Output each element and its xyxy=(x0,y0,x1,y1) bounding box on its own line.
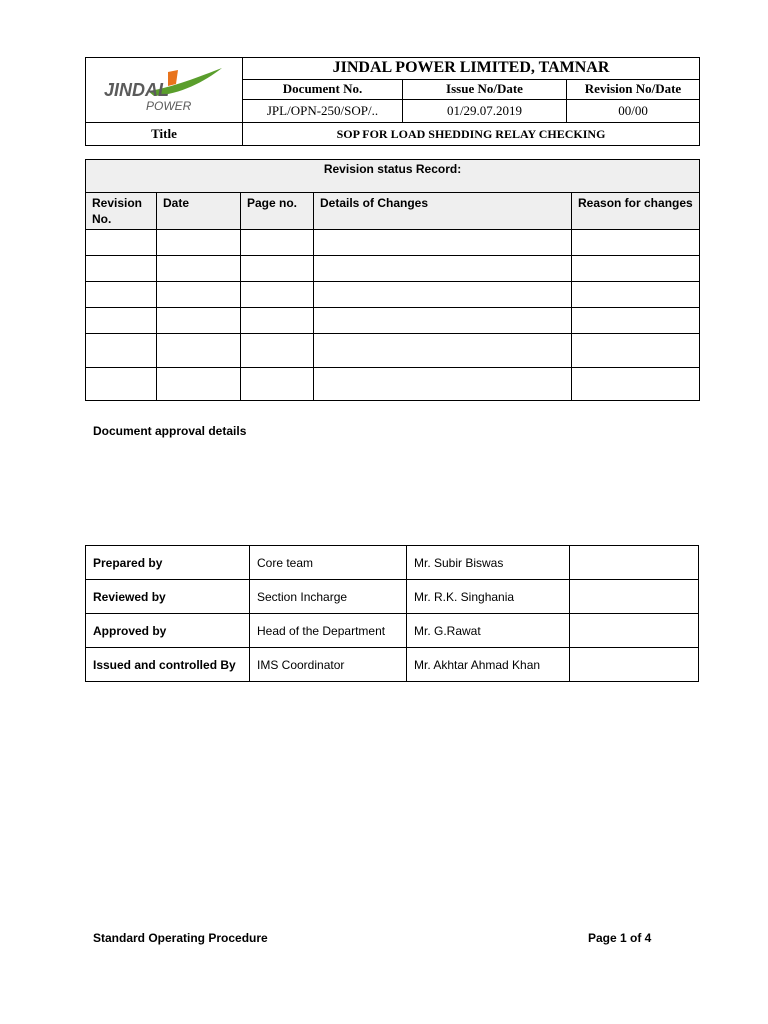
cell xyxy=(314,334,572,368)
logo-cell xyxy=(86,58,243,123)
issue-value: 01/29.07.2019 xyxy=(403,100,567,123)
footer-doc-type: Standard Operating Procedure xyxy=(93,931,268,945)
approval-heading: Document approval details xyxy=(93,424,247,438)
cell xyxy=(572,282,700,308)
company-name: JINDAL POWER LIMITED, TAMNAR xyxy=(243,58,700,80)
approval-role: Issued and controlled By xyxy=(86,648,250,682)
cell xyxy=(314,230,572,256)
page-number: Page 1 of 4 xyxy=(588,931,652,945)
approval-name: Mr. R.K. Singhania xyxy=(407,580,570,614)
approval-role: Approved by xyxy=(86,614,250,648)
approval-signature xyxy=(570,546,699,580)
approval-name: Mr. G.Rawat xyxy=(407,614,570,648)
col-page-no: Page no. xyxy=(241,193,314,230)
cell xyxy=(572,230,700,256)
cell xyxy=(314,256,572,282)
cell xyxy=(86,334,157,368)
cell xyxy=(572,256,700,282)
approval-signature xyxy=(570,614,699,648)
table-row xyxy=(86,282,700,308)
jindal-power-logo xyxy=(86,58,236,118)
table-row xyxy=(86,256,700,282)
cell xyxy=(157,368,241,401)
table-row xyxy=(86,614,699,648)
cell xyxy=(86,282,157,308)
cell xyxy=(157,282,241,308)
approval-position: IMS Coordinator xyxy=(250,648,407,682)
title-label: Title xyxy=(86,123,243,146)
document-title: SOP FOR LOAD SHEDDING RELAY CHECKING xyxy=(243,123,700,146)
approval-role: Prepared by xyxy=(86,546,250,580)
doc-no-value: JPL/OPN-250/SOP/.. xyxy=(243,100,403,123)
revision-label: Revision No/Date xyxy=(567,79,700,100)
approval-signature xyxy=(570,648,699,682)
approval-table xyxy=(85,545,699,682)
cell xyxy=(241,256,314,282)
table-row xyxy=(86,308,700,334)
cell xyxy=(157,230,241,256)
approval-position: Section Incharge xyxy=(250,580,407,614)
cell xyxy=(572,334,700,368)
col-date: Date xyxy=(157,193,241,230)
cell xyxy=(86,308,157,334)
table-row xyxy=(86,230,700,256)
table-row xyxy=(86,546,699,580)
logo-text-sub: POWER xyxy=(146,99,192,113)
cell xyxy=(86,256,157,282)
approval-position: Core team xyxy=(250,546,407,580)
cell xyxy=(157,256,241,282)
cell xyxy=(86,368,157,401)
table-row xyxy=(86,580,699,614)
logo-flame xyxy=(168,70,178,86)
cell xyxy=(241,230,314,256)
approval-name: Mr. Akhtar Ahmad Khan xyxy=(407,648,570,682)
cell xyxy=(241,334,314,368)
issue-label: Issue No/Date xyxy=(403,79,567,100)
table-row xyxy=(86,648,699,682)
doc-no-label: Document No. xyxy=(243,79,403,100)
cell xyxy=(314,368,572,401)
cell xyxy=(241,282,314,308)
approval-name: Mr. Subir Biswas xyxy=(407,546,570,580)
revision-value: 00/00 xyxy=(567,100,700,123)
cell xyxy=(314,308,572,334)
cell xyxy=(241,308,314,334)
cell xyxy=(157,308,241,334)
table-row xyxy=(86,368,700,401)
cell xyxy=(86,230,157,256)
col-details: Details of Changes xyxy=(314,193,572,230)
table-row xyxy=(86,334,700,368)
approval-role: Reviewed by xyxy=(86,580,250,614)
col-reason: Reason for changes xyxy=(572,193,700,230)
cell xyxy=(314,282,572,308)
cell xyxy=(572,308,700,334)
cell xyxy=(157,334,241,368)
approval-position: Head of the Department xyxy=(250,614,407,648)
approval-signature xyxy=(570,580,699,614)
revision-status-table xyxy=(85,159,700,401)
cell xyxy=(572,368,700,401)
cell xyxy=(241,368,314,401)
logo-text-main: JINDAL xyxy=(104,80,170,100)
col-revision-no: Revision No. xyxy=(86,193,157,230)
revision-caption: Revision status Record: xyxy=(86,160,700,193)
document-header xyxy=(85,57,700,146)
